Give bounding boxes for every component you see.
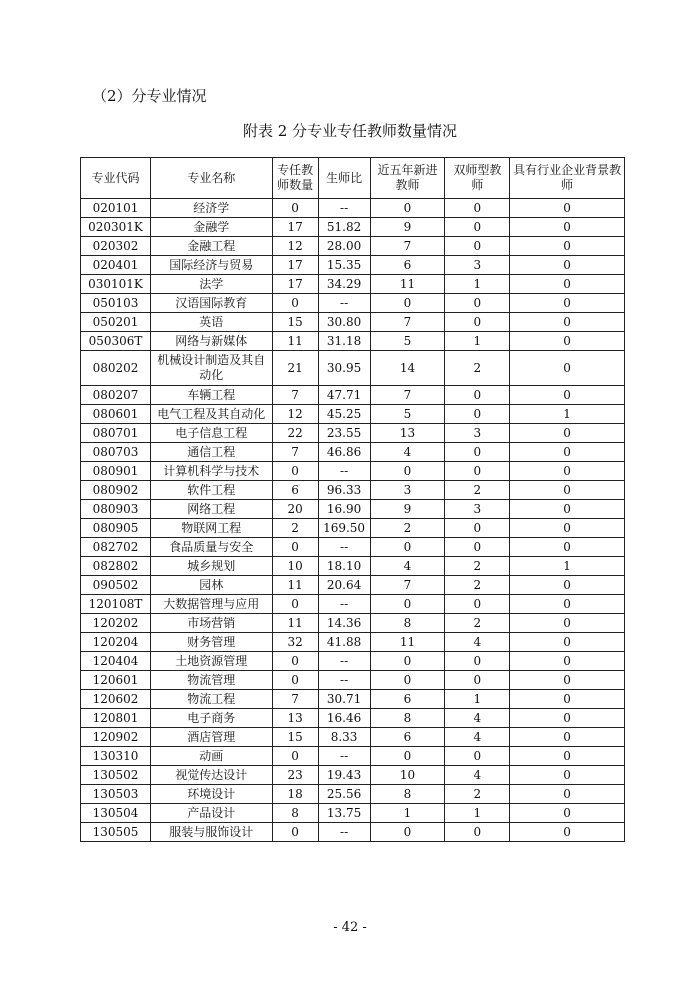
cell-student-teacher-ratio: 15.35 <box>318 256 370 275</box>
cell-industry-background: 0 <box>510 671 625 690</box>
cell-fulltime-teachers: 0 <box>272 199 318 218</box>
cell-major-code: 120602 <box>81 690 151 709</box>
cell-major-code: 030101K <box>81 275 151 294</box>
table-row <box>81 313 625 332</box>
cell-industry-background: 0 <box>510 633 625 652</box>
cell-new-teachers-5yr: 0 <box>370 199 445 218</box>
cell-major-name: 园林 <box>150 576 272 595</box>
cell-major-name: 电子商务 <box>150 709 272 728</box>
cell-fulltime-teachers: 15 <box>272 728 318 747</box>
table-row <box>81 351 625 386</box>
cell-industry-background: 0 <box>510 275 625 294</box>
cell-dual-qualified: 0 <box>445 747 510 766</box>
cell-student-teacher-ratio: 30.80 <box>318 313 370 332</box>
cell-major-name: 食品质量与安全 <box>150 538 272 557</box>
table-row <box>81 766 625 785</box>
cell-major-name: 汉语国际教育 <box>150 294 272 313</box>
cell-industry-background: 1 <box>510 405 625 424</box>
cell-student-teacher-ratio: -- <box>318 671 370 690</box>
cell-industry-background: 0 <box>510 462 625 481</box>
cell-industry-background: 1 <box>510 557 625 576</box>
cell-major-name: 法学 <box>150 275 272 294</box>
header-industry-background: 具有行业企业背景教师 <box>510 158 625 199</box>
cell-new-teachers-5yr: 10 <box>370 766 445 785</box>
cell-dual-qualified: 2 <box>445 614 510 633</box>
cell-student-teacher-ratio: 30.71 <box>318 690 370 709</box>
cell-major-code: 090502 <box>81 576 151 595</box>
cell-student-teacher-ratio: 34.29 <box>318 275 370 294</box>
cell-new-teachers-5yr: 6 <box>370 256 445 275</box>
cell-student-teacher-ratio: -- <box>318 747 370 766</box>
table-row <box>81 576 625 595</box>
cell-major-code: 050201 <box>81 313 151 332</box>
cell-major-code: 020301K <box>81 218 151 237</box>
cell-student-teacher-ratio: -- <box>318 823 370 842</box>
table-row <box>81 671 625 690</box>
cell-major-name: 车辆工程 <box>150 386 272 405</box>
cell-fulltime-teachers: 12 <box>272 405 318 424</box>
cell-fulltime-teachers: 23 <box>272 766 318 785</box>
table-row <box>81 462 625 481</box>
cell-student-teacher-ratio: -- <box>318 462 370 481</box>
cell-industry-background: 0 <box>510 519 625 538</box>
cell-fulltime-teachers: 11 <box>272 576 318 595</box>
cell-dual-qualified: 2 <box>445 351 510 386</box>
table-row <box>81 557 625 576</box>
cell-dual-qualified: 0 <box>445 405 510 424</box>
cell-industry-background: 0 <box>510 443 625 462</box>
header-dual-qualified: 双师型教师 <box>445 158 510 199</box>
section-heading: （2）分专业情况 <box>92 87 207 105</box>
cell-fulltime-teachers: 17 <box>272 275 318 294</box>
cell-new-teachers-5yr: 0 <box>370 538 445 557</box>
cell-new-teachers-5yr: 3 <box>370 481 445 500</box>
table-body <box>81 199 625 842</box>
cell-major-name: 网络工程 <box>150 500 272 519</box>
cell-student-teacher-ratio: 169.50 <box>318 519 370 538</box>
cell-major-code: 120601 <box>81 671 151 690</box>
cell-major-code: 080703 <box>81 443 151 462</box>
cell-industry-background: 0 <box>510 690 625 709</box>
cell-new-teachers-5yr: 2 <box>370 519 445 538</box>
table-row <box>81 256 625 275</box>
table-row <box>81 804 625 823</box>
cell-new-teachers-5yr: 14 <box>370 351 445 386</box>
cell-new-teachers-5yr: 0 <box>370 652 445 671</box>
cell-major-code: 050103 <box>81 294 151 313</box>
cell-major-name: 金融学 <box>150 218 272 237</box>
cell-new-teachers-5yr: 0 <box>370 294 445 313</box>
table-row <box>81 709 625 728</box>
table-row <box>81 237 625 256</box>
cell-fulltime-teachers: 0 <box>272 671 318 690</box>
cell-dual-qualified: 0 <box>445 218 510 237</box>
cell-new-teachers-5yr: 7 <box>370 386 445 405</box>
cell-major-code: 130505 <box>81 823 151 842</box>
table-row <box>81 275 625 294</box>
cell-dual-qualified: 1 <box>445 275 510 294</box>
cell-dual-qualified: 4 <box>445 728 510 747</box>
cell-major-code: 120108T <box>81 595 151 614</box>
table-row <box>81 690 625 709</box>
cell-student-teacher-ratio: 18.10 <box>318 557 370 576</box>
cell-dual-qualified: 0 <box>445 519 510 538</box>
cell-fulltime-teachers: 20 <box>272 500 318 519</box>
cell-major-name: 金融工程 <box>150 237 272 256</box>
cell-dual-qualified: 0 <box>445 199 510 218</box>
cell-fulltime-teachers: 12 <box>272 237 318 256</box>
cell-industry-background: 0 <box>510 766 625 785</box>
cell-major-code: 080901 <box>81 462 151 481</box>
cell-fulltime-teachers: 0 <box>272 747 318 766</box>
cell-new-teachers-5yr: 1 <box>370 804 445 823</box>
cell-dual-qualified: 0 <box>445 294 510 313</box>
table-title: 附表 2 分专业专任教师数量情况 <box>242 122 458 140</box>
cell-major-name: 大数据管理与应用 <box>150 595 272 614</box>
cell-major-name: 通信工程 <box>150 443 272 462</box>
cell-major-code: 020302 <box>81 237 151 256</box>
table-row <box>81 652 625 671</box>
cell-industry-background: 0 <box>510 351 625 386</box>
table-row <box>81 785 625 804</box>
cell-fulltime-teachers: 6 <box>272 481 318 500</box>
cell-student-teacher-ratio: -- <box>318 652 370 671</box>
cell-major-name: 环境设计 <box>150 785 272 804</box>
cell-fulltime-teachers: 7 <box>272 443 318 462</box>
cell-major-name: 软件工程 <box>150 481 272 500</box>
header-major-name: 专业名称 <box>150 158 272 199</box>
cell-dual-qualified: 0 <box>445 823 510 842</box>
table-row <box>81 747 625 766</box>
cell-fulltime-teachers: 22 <box>272 424 318 443</box>
cell-new-teachers-5yr: 0 <box>370 671 445 690</box>
cell-new-teachers-5yr: 0 <box>370 462 445 481</box>
cell-student-teacher-ratio: 14.36 <box>318 614 370 633</box>
cell-industry-background: 0 <box>510 538 625 557</box>
cell-industry-background: 0 <box>510 313 625 332</box>
cell-dual-qualified: 0 <box>445 462 510 481</box>
cell-major-name: 英语 <box>150 313 272 332</box>
cell-new-teachers-5yr: 5 <box>370 332 445 351</box>
cell-major-code: 080905 <box>81 519 151 538</box>
cell-student-teacher-ratio: 25.56 <box>318 785 370 804</box>
cell-major-code: 130503 <box>81 785 151 804</box>
cell-dual-qualified: 0 <box>445 652 510 671</box>
cell-major-code: 082802 <box>81 557 151 576</box>
cell-major-name: 电气工程及其自动化 <box>150 405 272 424</box>
page-number: - 42 - <box>333 920 367 935</box>
cell-major-code: 080207 <box>81 386 151 405</box>
cell-major-code: 050306T <box>81 332 151 351</box>
cell-major-code: 120404 <box>81 652 151 671</box>
cell-industry-background: 0 <box>510 823 625 842</box>
cell-student-teacher-ratio: -- <box>318 538 370 557</box>
cell-major-code: 120204 <box>81 633 151 652</box>
cell-major-name: 物流工程 <box>150 690 272 709</box>
cell-dual-qualified: 0 <box>445 237 510 256</box>
cell-fulltime-teachers: 0 <box>272 538 318 557</box>
cell-new-teachers-5yr: 0 <box>370 823 445 842</box>
table-row <box>81 386 625 405</box>
cell-major-name: 城乡规划 <box>150 557 272 576</box>
cell-major-name: 动画 <box>150 747 272 766</box>
cell-major-code: 080902 <box>81 481 151 500</box>
cell-new-teachers-5yr: 6 <box>370 728 445 747</box>
cell-fulltime-teachers: 7 <box>272 386 318 405</box>
cell-student-teacher-ratio: 16.90 <box>318 500 370 519</box>
cell-student-teacher-ratio: 19.43 <box>318 766 370 785</box>
cell-new-teachers-5yr: 11 <box>370 633 445 652</box>
header-student-teacher-ratio: 生师比 <box>318 158 370 199</box>
table-header-row <box>81 158 625 199</box>
cell-major-name: 酒店管理 <box>150 728 272 747</box>
cell-new-teachers-5yr: 9 <box>370 218 445 237</box>
cell-dual-qualified: 3 <box>445 500 510 519</box>
cell-industry-background: 0 <box>510 785 625 804</box>
cell-industry-background: 0 <box>510 728 625 747</box>
cell-fulltime-teachers: 10 <box>272 557 318 576</box>
cell-new-teachers-5yr: 5 <box>370 405 445 424</box>
cell-major-code: 020101 <box>81 199 151 218</box>
cell-new-teachers-5yr: 9 <box>370 500 445 519</box>
cell-major-name: 产品设计 <box>150 804 272 823</box>
cell-major-name: 网络与新媒体 <box>150 332 272 351</box>
cell-industry-background: 0 <box>510 576 625 595</box>
cell-fulltime-teachers: 15 <box>272 313 318 332</box>
cell-student-teacher-ratio: 31.18 <box>318 332 370 351</box>
table-row <box>81 595 625 614</box>
table-row <box>81 823 625 842</box>
cell-industry-background: 0 <box>510 424 625 443</box>
table-row <box>81 405 625 424</box>
cell-student-teacher-ratio: 47.71 <box>318 386 370 405</box>
cell-industry-background: 0 <box>510 652 625 671</box>
table-row <box>81 443 625 462</box>
cell-dual-qualified: 1 <box>445 690 510 709</box>
cell-fulltime-teachers: 0 <box>272 595 318 614</box>
cell-fulltime-teachers: 11 <box>272 614 318 633</box>
cell-student-teacher-ratio: 8.33 <box>318 728 370 747</box>
cell-major-code: 020401 <box>81 256 151 275</box>
cell-industry-background: 0 <box>510 709 625 728</box>
cell-dual-qualified: 3 <box>445 256 510 275</box>
cell-new-teachers-5yr: 4 <box>370 443 445 462</box>
table-row <box>81 614 625 633</box>
cell-industry-background: 0 <box>510 294 625 313</box>
cell-major-code: 120801 <box>81 709 151 728</box>
cell-fulltime-teachers: 11 <box>272 332 318 351</box>
cell-major-code: 130502 <box>81 766 151 785</box>
cell-fulltime-teachers: 0 <box>272 823 318 842</box>
table-row <box>81 538 625 557</box>
cell-major-name: 土地资源管理 <box>150 652 272 671</box>
cell-fulltime-teachers: 17 <box>272 218 318 237</box>
cell-major-code: 080601 <box>81 405 151 424</box>
cell-dual-qualified: 1 <box>445 804 510 823</box>
cell-major-code: 080903 <box>81 500 151 519</box>
cell-fulltime-teachers: 2 <box>272 519 318 538</box>
cell-major-name: 经济学 <box>150 199 272 218</box>
cell-fulltime-teachers: 21 <box>272 351 318 386</box>
cell-student-teacher-ratio: -- <box>318 595 370 614</box>
cell-new-teachers-5yr: 8 <box>370 785 445 804</box>
cell-industry-background: 0 <box>510 747 625 766</box>
cell-student-teacher-ratio: 30.95 <box>318 351 370 386</box>
table-row <box>81 633 625 652</box>
cell-fulltime-teachers: 18 <box>272 785 318 804</box>
cell-student-teacher-ratio: 96.33 <box>318 481 370 500</box>
cell-industry-background: 0 <box>510 481 625 500</box>
cell-new-teachers-5yr: 6 <box>370 690 445 709</box>
cell-fulltime-teachers: 0 <box>272 462 318 481</box>
cell-fulltime-teachers: 32 <box>272 633 318 652</box>
header-new-teachers-5yr: 近五年新进教师 <box>370 158 445 199</box>
cell-student-teacher-ratio: 23.55 <box>318 424 370 443</box>
cell-major-code: 120202 <box>81 614 151 633</box>
cell-student-teacher-ratio: 51.82 <box>318 218 370 237</box>
cell-industry-background: 0 <box>510 386 625 405</box>
cell-dual-qualified: 4 <box>445 709 510 728</box>
table-row <box>81 500 625 519</box>
cell-major-code: 120902 <box>81 728 151 747</box>
header-fulltime-teachers: 专任教师数量 <box>272 158 318 199</box>
cell-dual-qualified: 2 <box>445 785 510 804</box>
cell-major-name: 物流管理 <box>150 671 272 690</box>
cell-new-teachers-5yr: 0 <box>370 595 445 614</box>
cell-student-teacher-ratio: -- <box>318 199 370 218</box>
cell-major-name: 物联网工程 <box>150 519 272 538</box>
cell-dual-qualified: 4 <box>445 633 510 652</box>
cell-new-teachers-5yr: 11 <box>370 275 445 294</box>
cell-major-code: 130310 <box>81 747 151 766</box>
cell-new-teachers-5yr: 8 <box>370 709 445 728</box>
table-row <box>81 332 625 351</box>
cell-industry-background: 0 <box>510 218 625 237</box>
cell-dual-qualified: 1 <box>445 332 510 351</box>
table-row <box>81 728 625 747</box>
cell-industry-background: 0 <box>510 614 625 633</box>
cell-fulltime-teachers: 8 <box>272 804 318 823</box>
table-row <box>81 199 625 218</box>
cell-industry-background: 0 <box>510 199 625 218</box>
cell-student-teacher-ratio: -- <box>318 294 370 313</box>
cell-dual-qualified: 0 <box>445 671 510 690</box>
table-row <box>81 424 625 443</box>
cell-dual-qualified: 4 <box>445 766 510 785</box>
cell-major-code: 080202 <box>81 351 151 386</box>
cell-student-teacher-ratio: 45.25 <box>318 405 370 424</box>
table-row <box>81 519 625 538</box>
cell-industry-background: 0 <box>510 332 625 351</box>
table-row <box>81 294 625 313</box>
cell-industry-background: 0 <box>510 500 625 519</box>
cell-major-name: 计算机科学与技术 <box>150 462 272 481</box>
cell-student-teacher-ratio: 46.86 <box>318 443 370 462</box>
cell-new-teachers-5yr: 0 <box>370 747 445 766</box>
table-row <box>81 218 625 237</box>
cell-student-teacher-ratio: 13.75 <box>318 804 370 823</box>
cell-new-teachers-5yr: 4 <box>370 557 445 576</box>
cell-student-teacher-ratio: 28.00 <box>318 237 370 256</box>
cell-major-name: 电子信息工程 <box>150 424 272 443</box>
cell-industry-background: 0 <box>510 595 625 614</box>
cell-major-name: 财务管理 <box>150 633 272 652</box>
header-major-code: 专业代码 <box>81 158 151 199</box>
cell-major-name: 国际经济与贸易 <box>150 256 272 275</box>
cell-dual-qualified: 2 <box>445 576 510 595</box>
cell-fulltime-teachers: 0 <box>272 652 318 671</box>
teacher-count-table <box>80 157 625 842</box>
cell-student-teacher-ratio: 41.88 <box>318 633 370 652</box>
cell-dual-qualified: 0 <box>445 313 510 332</box>
cell-new-teachers-5yr: 7 <box>370 237 445 256</box>
cell-fulltime-teachers: 13 <box>272 709 318 728</box>
cell-major-name: 服装与服饰设计 <box>150 823 272 842</box>
cell-industry-background: 0 <box>510 804 625 823</box>
cell-new-teachers-5yr: 7 <box>370 313 445 332</box>
cell-dual-qualified: 0 <box>445 386 510 405</box>
cell-student-teacher-ratio: 16.46 <box>318 709 370 728</box>
cell-major-name: 机械设计制造及其自动化 <box>150 351 272 386</box>
cell-fulltime-teachers: 0 <box>272 294 318 313</box>
cell-student-teacher-ratio: 20.64 <box>318 576 370 595</box>
cell-new-teachers-5yr: 8 <box>370 614 445 633</box>
cell-major-code: 080701 <box>81 424 151 443</box>
cell-fulltime-teachers: 17 <box>272 256 318 275</box>
cell-fulltime-teachers: 7 <box>272 690 318 709</box>
cell-major-code: 082702 <box>81 538 151 557</box>
cell-dual-qualified: 0 <box>445 538 510 557</box>
cell-major-name: 市场营销 <box>150 614 272 633</box>
table-row <box>81 481 625 500</box>
cell-new-teachers-5yr: 13 <box>370 424 445 443</box>
cell-industry-background: 0 <box>510 256 625 275</box>
cell-dual-qualified: 2 <box>445 481 510 500</box>
cell-dual-qualified: 3 <box>445 424 510 443</box>
cell-dual-qualified: 2 <box>445 557 510 576</box>
cell-dual-qualified: 0 <box>445 443 510 462</box>
cell-major-code: 130504 <box>81 804 151 823</box>
cell-major-name: 视觉传达设计 <box>150 766 272 785</box>
cell-new-teachers-5yr: 7 <box>370 576 445 595</box>
cell-industry-background: 0 <box>510 237 625 256</box>
cell-dual-qualified: 0 <box>445 595 510 614</box>
